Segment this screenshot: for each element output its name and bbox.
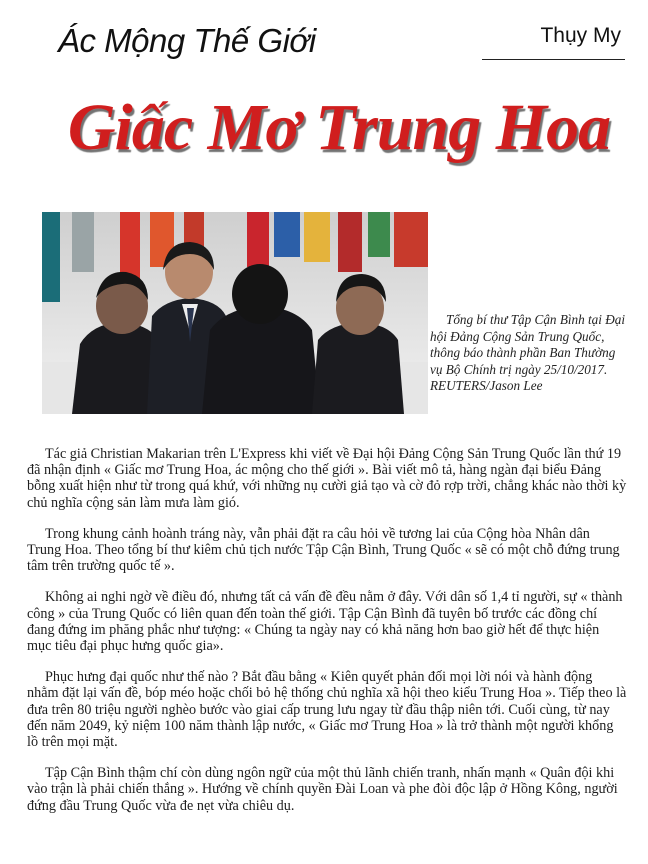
photo-caption: Tổng bí thư Tập Cận Bình tại Đại hội Đảng Cộng Sản Trung Quốc, thông báo thành phần Ban Thường vụ Bộ Chính trị ngày 25/10/2017. REUTERS/Jason Lee — [430, 312, 626, 394]
author-name: Thụy My — [540, 24, 621, 47]
article-paragraph: Tập Cận Bình thậm chí còn dùng ngôn ngữ của một thủ lãnh chiến tranh, nhấn mạnh « Quân đội khi vào trận là phải chiến thắng ». Hướng về chính quyền Đài Loan và phe đòi độc lập ở Hồng Kông, người đứng đầu Trung Quốc vừa đe nẹt vừa chiêu dụ. — [27, 765, 618, 814]
section-title: Ác Mộng Thế Giới — [58, 22, 316, 59]
article-body — [27, 446, 627, 829]
article-paragraph: Trong khung cảnh hoành tráng này, vẫn phải đặt ra câu hỏi về tương lai của Cộng hòa Nhân dân Trung Hoa. Theo tổng bí thư kiêm chủ tịch nước Tập Cận Bình, Trung Quốc « sẽ có một chỗ đứng trung tâm trên trường quốc tế ». — [27, 525, 620, 575]
author-underline — [482, 59, 625, 60]
author-byline — [482, 22, 625, 60]
article-paragraph: Không ai nghi ngờ về điều đó, nhưng tất cả vấn đề đều nằm ở đây. Với dân số 1,4 tỉ người, sự « thành công » của Trung Quốc có liên quan đến toàn thế giới. Tập Cận Bình đã tuyên bố trước các đồng chí đang đứng im phăng phắc như tượng: « Chúng ta ngày nay có khả năng hơn bao giờ hết để thực hiện mục tiêu đại phục hưng quốc gia». — [27, 589, 623, 655]
news-photo — [42, 212, 428, 414]
article-paragraph: Phục hưng đại quốc như thế nào ? Bắt đầu bằng « Kiên quyết phản đối mọi lời nói và hành động nhằm đặt lại vấn đề, bóp méo hoặc chối bỏ hệ thống chủ nghĩa xã hội theo kiểu Trung Hoa ». Tiếp theo là đưa trên 80 triệu người nghèo bước vào giai cấp trung lưu ngay từ đầu thập niên tới. Cuối cùng, từ nay đến năm 2049, kỷ niệm 100 năm thành lập nước, « Giấc mơ Trung Hoa » là trở thành một người khổng lồ trên mọi mặt. — [27, 669, 627, 751]
article-paragraph: Tác giả Christian Makarian trên L'Express khi viết về Đại hội Đảng Cộng Sản Trung Quốc lần thứ 19 đã nhận định « Giấc mơ Trung Hoa, ác mộng cho thế giới ». Bài viết mô tả, hàng ngàn đại biểu Đảng bỗng xuất hiện như từ trong quá khứ, với những nụ cười giả tạo và cờ đỏ rợp trời, chẳng khác nào thời kỳ chủ nghĩa cộng sản làm mưa làm gió. — [27, 446, 627, 511]
article-title: Giấc Mơ Trung Hoa — [67, 91, 611, 164]
